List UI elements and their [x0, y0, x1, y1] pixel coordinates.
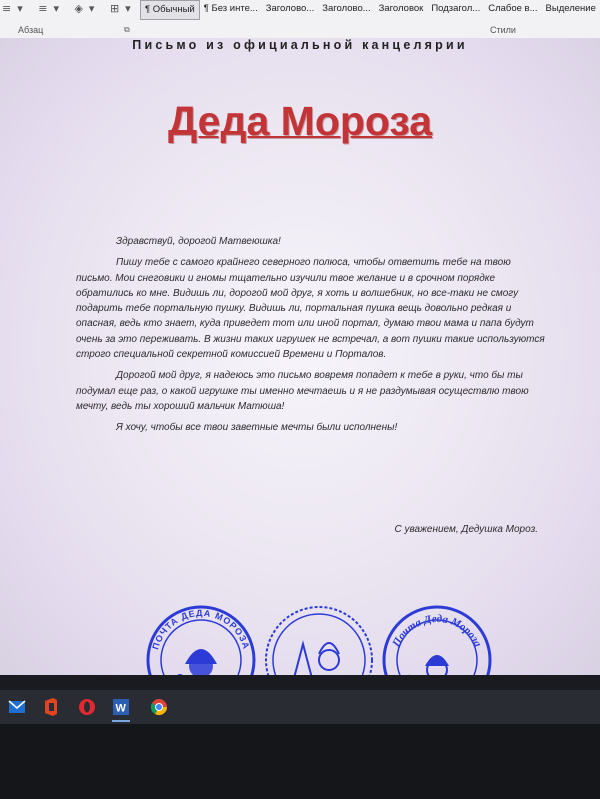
- style-heading-1[interactable]: Заголово...: [265, 3, 315, 14]
- letter-title: Деда Мороза: [167, 98, 433, 144]
- letter-signature: С уважением, Дедушка Мороз.: [394, 524, 538, 535]
- svg-text:ПОЧТА ДЕДА МОРОЗА: [150, 608, 251, 651]
- santa-face-icon: [319, 650, 339, 670]
- chrome-icon[interactable]: [148, 696, 170, 718]
- santa-post-stamp-1: [145, 604, 257, 675]
- style-emphasis[interactable]: Выделение: [545, 3, 596, 14]
- letter-body: [76, 234, 546, 442]
- stamps-row: [145, 604, 485, 685]
- paragraph-tools[interactable]: ≡▾ ≡▾ ◈▾ ⊞▾: [2, 2, 137, 15]
- style-normal[interactable]: ¶ Обычный: [140, 0, 200, 20]
- stamp-text-2: Почта Деда Мороза: [390, 612, 484, 649]
- style-title[interactable]: Заголовок: [378, 3, 424, 14]
- paragraph-dialog-launcher-icon[interactable]: ⧉: [124, 25, 130, 34]
- stamp-text-1: ПОЧТА ДЕДА МОРОЗА: [150, 607, 252, 651]
- letter-paragraph-1: Пишу тебе с самого крайнего северного полюса, чтобы ответить тебе на твою письмо. Мои снеговики и гномы тщательно изучили твое желание и в срочном порядке обратились ко мне. Видишь ли, дорогой мой друг, я хоть и волшебник, но все-таки не смогу подарить тебе портальную пушку. Видишь ли, портальная пушка вещь довольно редкая и опасная, ведь кто знает, куда приведет тот или иной портал, думаю твои мама и папа будут очень за это переживать. В жизни таких игрушек не встречал, а вот пушки такие используются строго специальной секретной комиссией Времени и Порталов.: [76, 257, 545, 361]
- office-icon[interactable]: [40, 696, 62, 718]
- style-subtle-emphasis[interactable]: Слабое в...: [488, 3, 538, 14]
- word-icon[interactable]: [110, 696, 132, 718]
- opera-icon[interactable]: [76, 696, 98, 718]
- document-page[interactable]: [0, 38, 600, 685]
- christmas-tree-icon: [293, 644, 313, 675]
- santa-post-stamp-2: [263, 604, 375, 675]
- letter-greeting: Здравствуй, дорогой Матвеюшка!: [116, 236, 281, 247]
- windows-taskbar: [0, 690, 600, 724]
- group-label-paragraph: Абзац: [18, 25, 44, 35]
- letter-paragraph-3: Я хочу, чтобы все твои заветные мечты были исполнены!: [116, 422, 398, 434]
- ribbon-row: [0, 0, 600, 18]
- letter-paragraph-2: Дорогой мой друг, я надеюсь это письмо вовремя попадет к тебе в руки, что бы ты подумал еще раз, о какой игрушке ты именно мечтаешь и я не раздумывая осуществлю твою мечту, ведь ты хороший мальчик Матюша!: [76, 370, 529, 412]
- style-heading-2[interactable]: Заголово...: [322, 3, 371, 14]
- style-no-spacing[interactable]: ¶ Без инте...: [203, 3, 258, 14]
- snowflake-icon: ✻: [405, 674, 414, 685]
- group-label-styles: Стили: [490, 25, 516, 35]
- word-ribbon: [0, 0, 600, 39]
- santa-post-stamp-3: [381, 604, 493, 685]
- styles-gallery: [140, 0, 600, 18]
- letter-header: Письмо из официальной канцелярии: [132, 38, 468, 52]
- svg-text:W: W: [115, 702, 126, 715]
- style-subtitle[interactable]: Подзагол...: [431, 3, 481, 14]
- monitor-bezel: [0, 724, 600, 799]
- mail-icon[interactable]: [6, 696, 28, 718]
